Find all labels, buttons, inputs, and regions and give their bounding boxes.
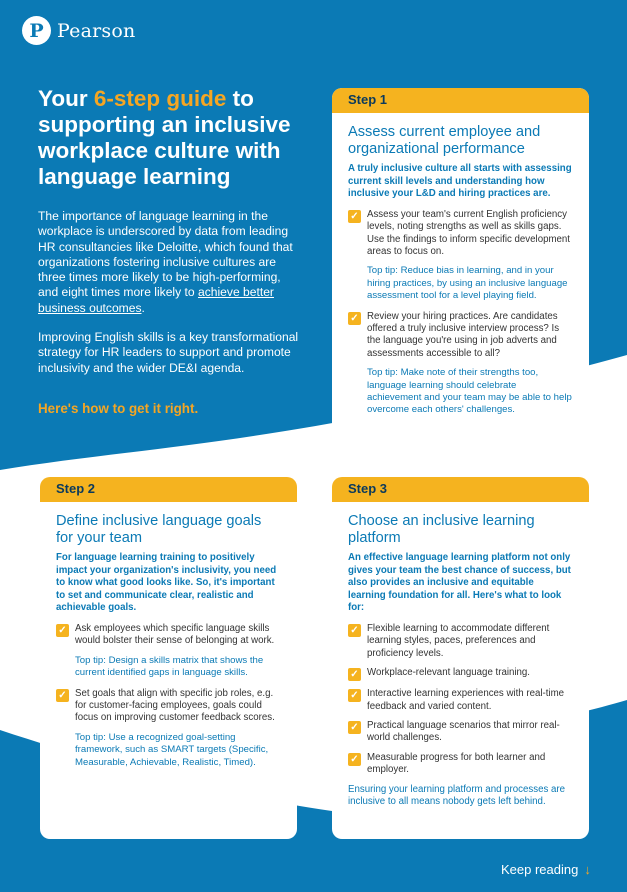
step-1-card	[332, 88, 589, 445]
pearson-wordmark: Pearson	[57, 19, 136, 42]
list-item: ✓ Interactive learning experiences with real-time feedback and varied content.	[348, 688, 573, 713]
checkmark-icon: ✓	[348, 689, 361, 702]
pearson-logo[interactable]	[22, 16, 135, 45]
checkmark-icon: ✓	[56, 689, 69, 702]
checkmark-icon: ✓	[348, 210, 361, 223]
page-title: Your 6-step guide to supporting an inclusive workplace culture with language learning	[38, 86, 291, 189]
step-3-card	[332, 477, 589, 839]
step-1-lead: A truly inclusive culture all starts with assessing current skill levels and understanding how inclusive your L&D and hiring practices are.	[348, 163, 572, 200]
pearson-logo-icon: P	[22, 16, 51, 45]
top-tip: Top tip: Make note of their strengths too, language learning should celebrate achievement and your team may be able to help overcome each others' challenges.	[367, 367, 572, 416]
step-3-lead: An effective language learning platform not only gives your team the best chance of success, but also provides an inclusive and equitable learning foundation for all. Here's what to look for:	[348, 552, 571, 614]
list-item: ✓ Assess your team's current English proficiency levels, noting strengths as well as skills gaps. Use the findings to inform specific development areas to focus on.	[348, 209, 573, 259]
top-tip: Top tip: Reduce bias in learning, and in your hiring practices, by using an inclusive language assessment tool for a level playing field.	[367, 265, 568, 302]
top-tip: Top tip: Design a skills matrix that shows the current identified gaps in language skills.	[75, 654, 264, 679]
intro-cta: Here's how to get it right.	[38, 401, 199, 416]
intro-paragraph-2: Improving English skills is a key transformational strategy for HR leaders to support and promote inclusivity and the wider DE&I agenda.	[38, 330, 299, 375]
step-2-card	[40, 477, 297, 839]
title-highlight: 6-step guide	[93, 86, 227, 111]
list-item: ✓ Workplace-relevant language training.	[348, 667, 573, 681]
step-3-label: Step 3	[332, 477, 589, 502]
keep-reading-link[interactable]	[501, 862, 591, 877]
intro-text	[38, 209, 302, 390]
list-item: ✓ Set goals that align with specific job roles, e.g. for customer-facing employees, goals could focus on improving customer feedback scores.	[56, 688, 281, 725]
checkmark-icon: ✓	[348, 753, 361, 766]
step-2-lead: For language learning training to positively impact your organization's inclusivity, you need to know what good looks like. So, it's important to set and communicate clear, realistic and achievable goals.	[56, 552, 277, 614]
step-2-label: Step 2	[40, 477, 297, 502]
checkmark-icon: ✓	[348, 312, 361, 325]
list-item: ✓ Review your hiring practices. Are candidates offered a truly inclusive interview process? Is the language you're using in job adverts and assessments accessible to all?	[348, 311, 573, 361]
step-2-title: Define inclusive language goals for your team	[56, 513, 262, 546]
top-tip: Top tip: Use a recognized goal-setting framework, such as SMART targets (Specific, Measurable, Achievable, Realistic, Timed).	[75, 731, 269, 768]
step-1-title: Assess current employee and organizational performance	[348, 124, 541, 157]
step-1-label: Step 1	[332, 88, 589, 113]
step-3-closing: Ensuring your learning platform and processes are inclusive to all means nobody gets left behind.	[348, 783, 566, 808]
intro-paragraph-1: The importance of language learning in the workplace is underscored by data from leading HR consultancies like Deloitte, which found that organizations fostering inclusive cultures are three times more likely to be high-performing, and eight times more likely to achieve better business outcomes.	[38, 209, 293, 315]
list-item: ✓ Flexible learning to accommodate different learning styles, paces, preferences and proficiency levels.	[348, 623, 573, 660]
step-3-title: Choose an inclusive learning platform	[348, 513, 535, 546]
checkmark-icon: ✓	[56, 624, 69, 637]
list-item: ✓ Practical language scenarios that mirror real-world challenges.	[348, 720, 573, 745]
keep-reading-label: Keep reading	[501, 862, 579, 877]
checkmark-icon: ✓	[348, 668, 361, 681]
list-item: ✓ Measurable progress for both learner and employer.	[348, 752, 573, 777]
business-outcomes-link[interactable]: achieve better business outcomes	[38, 285, 274, 315]
list-item: ✓ Ask employees which specific language skills would bolster their sense of belonging at work.	[56, 623, 281, 648]
checkmark-icon: ✓	[348, 721, 361, 734]
arrow-down-icon: ↓	[584, 862, 591, 877]
checkmark-icon: ✓	[348, 624, 361, 637]
